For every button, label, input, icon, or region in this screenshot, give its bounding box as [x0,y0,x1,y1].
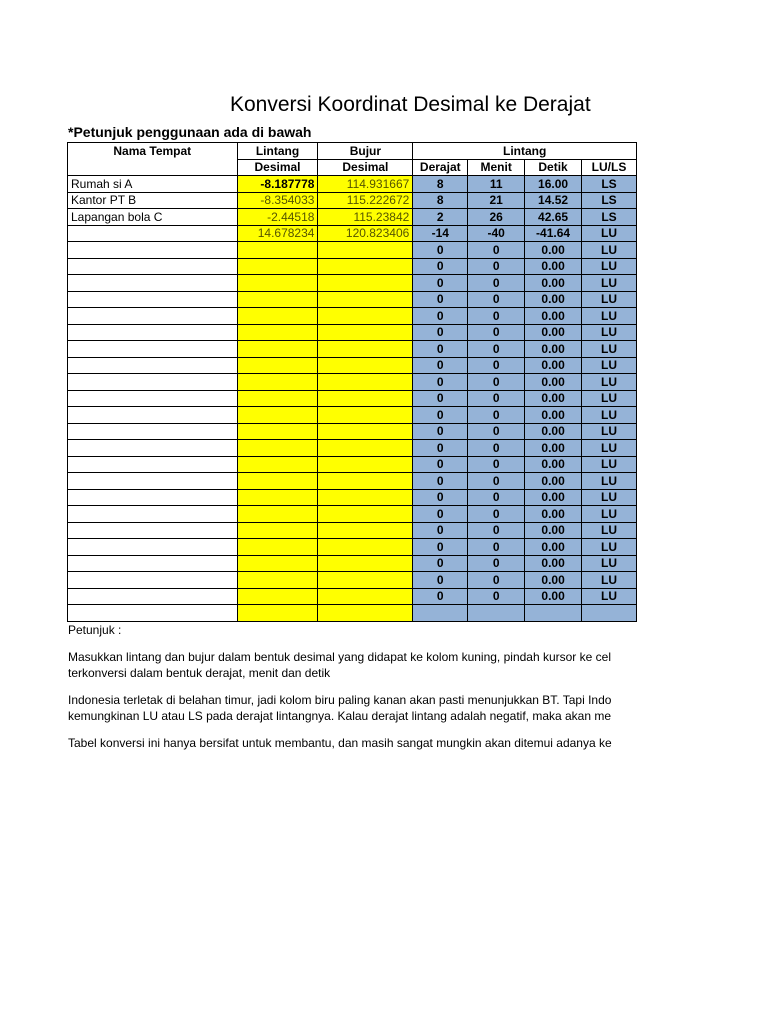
page-title: Konversi Koordinat Desimal ke Derajat [230,93,591,116]
instructions-para-2-line-1: Indonesia terletak di belahan timur, jadi kolom biru paling kanan akan pasti menunjukkan BT. Tapi Indo [68,693,612,707]
cell-lu-ls: LU [582,423,637,440]
table-row [68,324,637,341]
cell-derajat: -14 [413,225,468,242]
cell-lintang-desimal[interactable] [237,456,318,473]
cell-detik: 0.00 [525,291,582,308]
cell-lu-ls: LU [582,522,637,539]
cell-nama-tempat[interactable] [68,506,238,523]
cell-lintang-desimal[interactable] [237,341,318,358]
instructions-para-3-line-1: Tabel konversi ini hanya bersifat untuk membantu, dan masih sangat mungkin akan ditemui adanya ke [68,736,612,750]
cell-lintang-desimal[interactable]: -2.44518 [237,209,318,226]
cell-nama-tempat[interactable] [68,423,238,440]
cell-menit: 0 [468,390,525,407]
table-row [68,374,637,391]
header-desimal-bujur: Desimal [318,159,413,176]
header-lintang-group: Lintang [413,143,637,160]
cell-nama-tempat[interactable] [68,605,238,622]
cell-lu-ls: LU [582,275,637,292]
cell-nama-tempat[interactable] [68,341,238,358]
cell-bujur-desimal[interactable] [318,291,413,308]
table-row [68,539,637,556]
cell-lintang-desimal[interactable] [237,308,318,325]
cell-lu-ls: LU [582,324,637,341]
cell-detik: 0.00 [525,522,582,539]
table-row [68,357,637,374]
cell-menit: 0 [468,489,525,506]
cell-detik: 0.00 [525,324,582,341]
cell-detik: 0.00 [525,258,582,275]
cell-nama-tempat[interactable] [68,242,238,259]
cell-lu-ls: LU [582,456,637,473]
cell-derajat: 0 [413,390,468,407]
cell-bujur-desimal[interactable] [318,242,413,259]
cell-bujur-desimal[interactable] [318,423,413,440]
cell-derajat: 0 [413,440,468,457]
cell-bujur-desimal[interactable] [318,539,413,556]
table-row [68,555,637,572]
cell-lintang-desimal[interactable] [237,489,318,506]
cell-derajat: 0 [413,473,468,490]
cell-lu-ls: LS [582,209,637,226]
cell-nama-tempat[interactable]: Lapangan bola C [68,209,238,226]
cell-menit: -40 [468,225,525,242]
cell-bujur-desimal[interactable]: 114.931667 [318,176,413,193]
cell-lintang-desimal[interactable] [237,506,318,523]
cell-nama-tempat[interactable] [68,225,238,242]
cell-derajat: 8 [413,176,468,193]
table-row [68,192,637,209]
table-row [68,242,637,259]
cell-nama-tempat[interactable] [68,258,238,275]
header-menit: Menit [468,159,525,176]
table-row [68,390,637,407]
cell-detik: 14.52 [525,192,582,209]
cell-lu-ls: LU [582,341,637,358]
cell-detik: 0.00 [525,456,582,473]
cell-lu-ls: LS [582,176,637,193]
cell-lintang-desimal[interactable] [237,555,318,572]
cell-lintang-desimal[interactable] [237,407,318,424]
cell-nama-tempat[interactable] [68,407,238,424]
cell-lintang-desimal[interactable]: -8.187778 [237,176,318,193]
table-row [68,440,637,457]
cell-nama-tempat[interactable] [68,308,238,325]
table-row [68,407,637,424]
cell-detik: 0.00 [525,489,582,506]
cell-lu-ls: LU [582,242,637,259]
cell-bujur-desimal[interactable] [318,357,413,374]
cell-lintang-desimal[interactable] [237,473,318,490]
cell-nama-tempat[interactable] [68,374,238,391]
cell-lintang-desimal[interactable] [237,275,318,292]
cell-derajat: 0 [413,423,468,440]
cell-nama-tempat[interactable] [68,291,238,308]
cell-derajat: 0 [413,357,468,374]
cell-derajat: 2 [413,209,468,226]
cell-detik: 0.00 [525,588,582,605]
cell-nama-tempat[interactable] [68,390,238,407]
cell-bujur-desimal[interactable] [318,275,413,292]
cell-nama-tempat[interactable] [68,324,238,341]
cell-bujur-desimal[interactable] [318,555,413,572]
cell-derajat: 0 [413,407,468,424]
cell-nama-tempat[interactable] [68,555,238,572]
header-bujur: Bujur [318,143,413,160]
cell-derajat: 0 [413,588,468,605]
cell-lu-ls: LU [582,489,637,506]
cell-detik [525,605,582,622]
cell-lintang-desimal[interactable] [237,605,318,622]
cell-lu-ls: LU [582,539,637,556]
cell-nama-tempat[interactable] [68,456,238,473]
cell-derajat: 0 [413,275,468,292]
cell-detik: 0.00 [525,407,582,424]
cell-detik: 0.00 [525,555,582,572]
cell-lintang-desimal[interactable] [237,374,318,391]
cell-lu-ls: LS [582,192,637,209]
cell-menit: 0 [468,324,525,341]
cell-bujur-desimal[interactable] [318,572,413,589]
table-row [68,473,637,490]
cell-bujur-desimal[interactable] [318,489,413,506]
cell-detik: 0.00 [525,275,582,292]
cell-lintang-desimal[interactable] [237,390,318,407]
cell-menit: 0 [468,242,525,259]
cell-menit: 0 [468,407,525,424]
table-row [68,588,637,605]
header-lintang: Lintang [237,143,318,160]
table-row [68,572,637,589]
cell-bujur-desimal[interactable] [318,588,413,605]
header-derajat: Derajat [413,159,468,176]
cell-detik: 0.00 [525,390,582,407]
instruction-hint: *Petunjuk penggunaan ada di bawah [68,124,312,140]
table-row [68,225,637,242]
instructions-para-1-line-2: terkonversi dalam bentuk derajat, menit dan detik [68,666,331,680]
cell-derajat: 0 [413,341,468,358]
cell-derajat: 0 [413,539,468,556]
cell-nama-tempat[interactable] [68,275,238,292]
cell-lu-ls: LU [582,440,637,457]
cell-menit: 0 [468,374,525,391]
instructions-para-1-line-1: Masukkan lintang dan bujur dalam bentuk desimal yang didapat ke kolom kuning, pindah kursor ke cel [68,650,611,664]
cell-bujur-desimal[interactable] [318,407,413,424]
cell-detik: 0.00 [525,423,582,440]
cell-derajat: 0 [413,308,468,325]
cell-menit: 0 [468,506,525,523]
cell-derajat: 0 [413,555,468,572]
table-row [68,522,637,539]
cell-bujur-desimal[interactable] [318,341,413,358]
cell-menit: 0 [468,275,525,292]
table-row [68,308,637,325]
header-lu-ls: LU/LS [582,159,637,176]
cell-lu-ls: LU [582,555,637,572]
conversion-table [67,142,637,622]
cell-lintang-desimal[interactable] [237,423,318,440]
cell-lu-ls: LU [582,390,637,407]
cell-bujur-desimal[interactable] [318,456,413,473]
header-blank [68,159,238,176]
table-row [68,275,637,292]
cell-nama-tempat[interactable] [68,357,238,374]
cell-detik: 0.00 [525,572,582,589]
cell-menit: 26 [468,209,525,226]
cell-nama-tempat[interactable] [68,588,238,605]
cell-derajat: 0 [413,291,468,308]
cell-lintang-desimal[interactable] [237,440,318,457]
cell-lintang-desimal[interactable] [237,539,318,556]
cell-detik: 42.65 [525,209,582,226]
cell-nama-tempat[interactable]: Kantor PT B [68,192,238,209]
cell-derajat: 0 [413,374,468,391]
table-row [68,209,637,226]
cell-menit: 0 [468,357,525,374]
cell-lintang-desimal[interactable] [237,291,318,308]
cell-lu-ls [582,605,637,622]
instructions-heading: Petunjuk : [68,623,122,637]
cell-lu-ls: LU [582,588,637,605]
cell-derajat: 0 [413,522,468,539]
cell-menit: 0 [468,539,525,556]
cell-menit: 0 [468,473,525,490]
cell-menit: 0 [468,258,525,275]
header-row-1 [68,143,637,160]
cell-bujur-desimal[interactable] [318,473,413,490]
cell-lintang-desimal[interactable] [237,522,318,539]
table-row [68,258,637,275]
header-nama-tempat: Nama Tempat [68,143,238,160]
table-row [68,456,637,473]
cell-detik: 0.00 [525,506,582,523]
header-detik: Detik [525,159,582,176]
cell-derajat: 0 [413,489,468,506]
cell-detik: -41.64 [525,225,582,242]
cell-lintang-desimal[interactable] [237,258,318,275]
cell-derajat [413,605,468,622]
cell-menit: 11 [468,176,525,193]
cell-lu-ls: LU [582,572,637,589]
cell-detik: 0.00 [525,357,582,374]
cell-lintang-desimal[interactable]: -8.354033 [237,192,318,209]
cell-bujur-desimal[interactable] [318,522,413,539]
cell-menit [468,605,525,622]
cell-lu-ls: LU [582,291,637,308]
cell-lu-ls: LU [582,374,637,391]
cell-bujur-desimal[interactable] [318,258,413,275]
cell-lu-ls: LU [582,506,637,523]
table-row [68,605,637,622]
cell-menit: 0 [468,456,525,473]
cell-bujur-desimal[interactable] [318,440,413,457]
cell-derajat: 0 [413,258,468,275]
cell-lu-ls: LU [582,473,637,490]
cell-bujur-desimal[interactable] [318,308,413,325]
cell-lu-ls: LU [582,225,637,242]
instructions-para-2-line-2: kemungkinan LU atau LS pada derajat lintangnya. Kalau derajat lintang adalah negatif, maka akan me [68,709,612,723]
cell-detik: 0.00 [525,473,582,490]
cell-lu-ls: LU [582,308,637,325]
cell-lintang-desimal[interactable] [237,242,318,259]
cell-detik: 0.00 [525,539,582,556]
cell-lintang-desimal[interactable] [237,324,318,341]
cell-nama-tempat[interactable]: Rumah si A [68,176,238,193]
cell-bujur-desimal[interactable] [318,605,413,622]
cell-nama-tempat[interactable] [68,522,238,539]
cell-menit: 0 [468,522,525,539]
cell-detik: 0.00 [525,341,582,358]
cell-bujur-desimal[interactable]: 120.823406 [318,225,413,242]
cell-bujur-desimal[interactable]: 115.222672 [318,192,413,209]
cell-derajat: 0 [413,456,468,473]
cell-lintang-desimal[interactable]: 14.678234 [237,225,318,242]
cell-derajat: 0 [413,324,468,341]
cell-bujur-desimal[interactable]: 115.23842 [318,209,413,226]
cell-lintang-desimal[interactable] [237,588,318,605]
cell-menit: 0 [468,572,525,589]
cell-menit: 0 [468,588,525,605]
header-desimal-lintang: Desimal [237,159,318,176]
instructions-block [68,622,612,751]
cell-menit: 0 [468,555,525,572]
table-row [68,176,637,193]
cell-detik: 0.00 [525,242,582,259]
cell-nama-tempat[interactable] [68,489,238,506]
cell-nama-tempat[interactable] [68,539,238,556]
cell-lu-ls: LU [582,258,637,275]
cell-lu-ls: LU [582,407,637,424]
cell-detik: 0.00 [525,308,582,325]
header-row-2 [68,159,637,176]
cell-bujur-desimal[interactable] [318,324,413,341]
table-row [68,489,637,506]
cell-menit: 0 [468,440,525,457]
cell-nama-tempat[interactable] [68,572,238,589]
cell-menit: 0 [468,341,525,358]
cell-lintang-desimal[interactable] [237,572,318,589]
table-row [68,341,637,358]
cell-derajat: 0 [413,242,468,259]
cell-bujur-desimal[interactable] [318,506,413,523]
cell-bujur-desimal[interactable] [318,390,413,407]
cell-derajat: 0 [413,572,468,589]
table-row [68,506,637,523]
cell-derajat: 0 [413,506,468,523]
cell-menit: 0 [468,423,525,440]
cell-bujur-desimal[interactable] [318,374,413,391]
cell-menit: 21 [468,192,525,209]
cell-nama-tempat[interactable] [68,440,238,457]
cell-derajat: 8 [413,192,468,209]
table-row [68,291,637,308]
cell-detik: 0.00 [525,374,582,391]
cell-detik: 0.00 [525,440,582,457]
cell-lintang-desimal[interactable] [237,357,318,374]
cell-nama-tempat[interactable] [68,473,238,490]
table-row [68,423,637,440]
cell-menit: 0 [468,308,525,325]
cell-menit: 0 [468,291,525,308]
cell-lu-ls: LU [582,357,637,374]
cell-detik: 16.00 [525,176,582,193]
